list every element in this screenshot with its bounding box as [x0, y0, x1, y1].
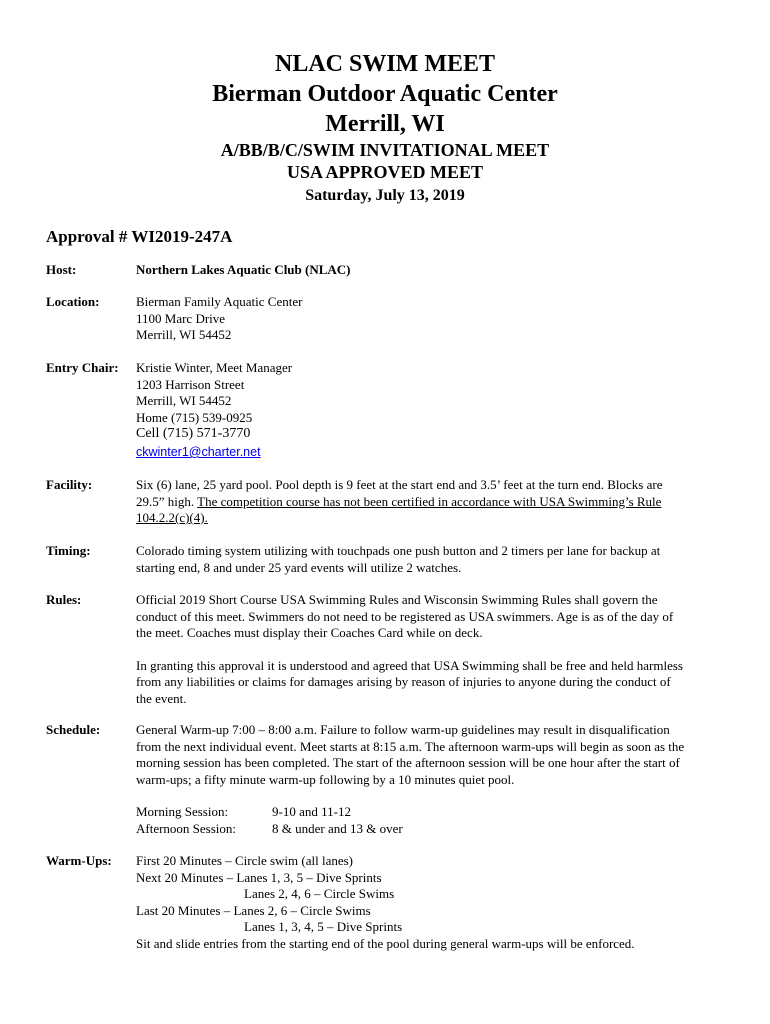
rules-line: Official 2019 Short Course USA Swimming Rules and Wisconsin Swimming Rules shall govern the	[136, 592, 658, 607]
host-label: Host:	[46, 262, 77, 277]
entry-chair-label: Entry Chair:	[46, 360, 119, 375]
rules-value	[136, 592, 726, 707]
meet-title: NLAC SWIM MEET	[274, 51, 496, 77]
host-value: Northern Lakes Aquatic Club (NLAC)	[136, 262, 351, 277]
warmups-line: Next 20 Minutes – Lanes 1, 3, 5 – Dive Sprints	[136, 869, 382, 885]
approval-number: Approval # WI2019-247A	[46, 227, 233, 246]
warmups-line	[136, 886, 726, 903]
session-ages: 9-10 and 11-12	[272, 804, 351, 819]
schedule-value	[136, 722, 726, 837]
location-line: Merrill, WI 54452	[136, 327, 232, 342]
warmups-indented-text: Lanes 1, 3, 4, 5 – Dive Sprints	[244, 919, 403, 934]
paragraph-gap	[136, 788, 726, 804]
session-ages: 8 & under and 13 & over	[272, 820, 403, 836]
warmups-line: Sit and slide entries from the starting end of the pool during general warm-ups will be enforced.	[136, 935, 635, 951]
entry-chair-cell: Cell (715) 571-3770	[136, 426, 251, 441]
entry-chair-line: Merrill, WI 54452	[136, 393, 232, 408]
entry-chair-line: Home (715) 539-0925	[136, 409, 253, 425]
location-label: Location:	[46, 294, 100, 309]
city-title: Merrill, WI	[325, 111, 445, 137]
rules-line: the event.	[136, 690, 187, 706]
meet-date: Saturday, July 13, 2019	[305, 187, 465, 204]
entry-chair-line: 1203 Harrison Street	[136, 376, 245, 392]
warmups-line: First 20 Minutes – Circle swim (all lanes)	[136, 853, 354, 868]
rules-line: conduct of this meet. Swimmers do not need to be registered as USA swimmers. Age is as of the day of	[136, 608, 674, 624]
rules-label: Rules:	[46, 592, 82, 607]
schedule-line: General Warm-up 7:00 – 8:00 a.m. Failure to follow warm-up guidelines may result in disqualification	[136, 722, 670, 737]
paragraph-gap	[136, 642, 726, 658]
location-value	[136, 294, 726, 344]
schedule-line: warm-ups; a fifty minute warm-up following by a 10 minutes quiet pool.	[136, 771, 515, 787]
warmups-label: Warm-Ups:	[46, 853, 112, 868]
timing-label: Timing:	[46, 543, 91, 558]
rules-line: from any liabilities or claims for damages arising by reason of injuries to anyone during the conduct of	[136, 674, 671, 689]
schedule-label: Schedule:	[46, 722, 101, 737]
facility-line: Six (6) lane, 25 yard pool. Pool depth is 9 feet at the start end and 3.5’ feet at the turn end. Blocks are	[136, 477, 663, 492]
session-name: Morning Session:	[136, 804, 229, 819]
timing-line: starting end, 8 and under 25 yard events will utilize 2 watches.	[136, 559, 462, 575]
location-line: 1100 Marc Drive	[136, 310, 226, 326]
venue-title: Bierman Outdoor Aquatic Center	[212, 81, 558, 107]
entry-chair-value	[136, 360, 726, 461]
facility-line	[136, 494, 726, 511]
session-row	[136, 804, 726, 821]
timing-value	[136, 543, 726, 576]
meet-type: A/BB/B/C/SWIM INVITATIONAL MEET	[220, 140, 550, 160]
rules-line: the meet. Coaches must display their Coaches Card while on deck.	[136, 625, 483, 640]
schedule-line: morning session has been completed. The start of the afternoon session will be one hour after the start of	[136, 755, 680, 770]
schedule-line: from the next individual event. Meet starts at 8:15 a.m. The afternoon warm-ups will begin as soon as the	[136, 738, 685, 754]
warmups-value	[136, 853, 726, 952]
entry-chair-line: Kristie Winter, Meet Manager	[136, 360, 293, 375]
facility-height-text: 29.5” high.	[136, 493, 198, 509]
rules-line: In granting this approval it is understood and agreed that USA Swimming shall be free and held harmless	[136, 657, 683, 673]
session-row	[136, 821, 726, 838]
warmups-line	[136, 919, 726, 936]
facility-rule-reference: 104.2.2(c)(4).	[136, 510, 208, 525]
approval-status: USA APPROVED MEET	[286, 162, 484, 182]
entry-chair-email-link[interactable]: ckwinter1@charter.net	[136, 445, 261, 459]
location-line: Bierman Family Aquatic Center	[136, 294, 303, 309]
facility-label: Facility:	[46, 477, 93, 492]
warmups-indented-text: Lanes 2, 4, 6 – Circle Swims	[244, 886, 395, 901]
facility-certification-note: The competition course has not been certified in accordance with USA Swimming’s Rule	[197, 493, 662, 509]
timing-line: Colorado timing system utilizing with touchpads one push button and 2 timers per lane for backup at	[136, 543, 661, 558]
session-name: Afternoon Session:	[136, 820, 237, 836]
facility-value	[136, 477, 726, 527]
warmups-line: Last 20 Minutes – Lanes 2, 6 – Circle Swims	[136, 902, 371, 918]
